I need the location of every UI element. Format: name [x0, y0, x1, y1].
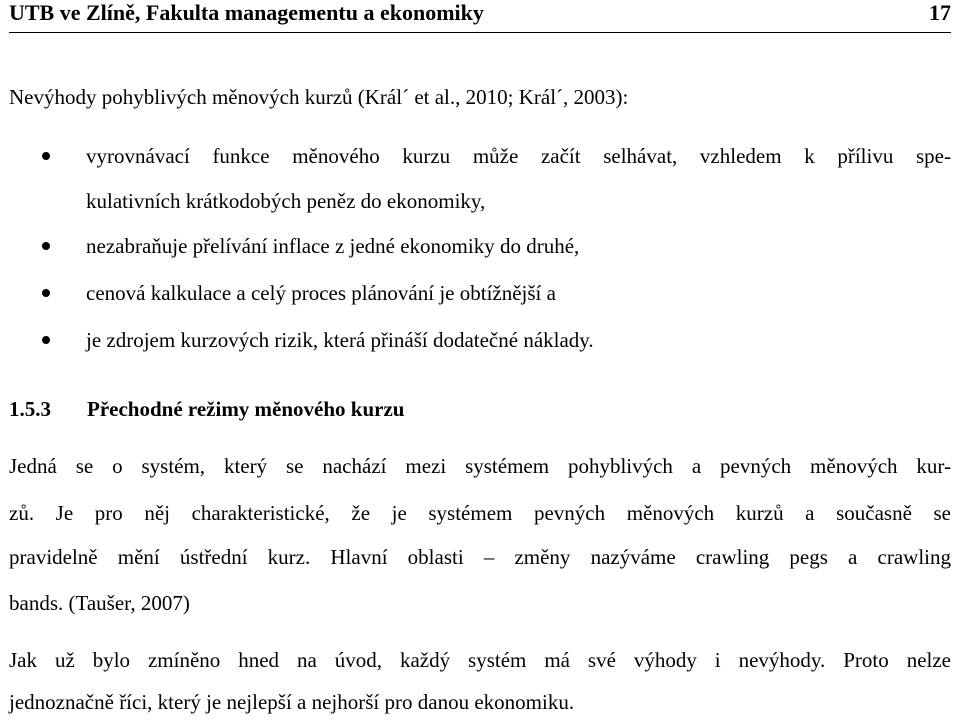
paragraph-line: pravidelně mění ústřední kurz. Hlavní oblasti – změny nazýváme crawling pegs a crawling	[9, 545, 951, 569]
bullet-dot-icon	[42, 289, 50, 297]
bullet-dot-icon	[42, 242, 50, 250]
paragraph-line: Jedná se o systém, který se nachází mezi systémem pohyblivých a pevných měnových kur-	[9, 454, 951, 478]
bullet-text-line: je zdrojem kurzových rizik, která přináší dodatečné náklady.	[86, 328, 594, 352]
list-item	[0, 327, 960, 353]
bullet-text-line: nezabraňuje přelívání inflace z jedné ekonomiky do druhé,	[86, 234, 580, 258]
bullet-text-line: kulativních krátkodobých peněz do ekonomiky,	[86, 189, 486, 213]
list-item	[0, 143, 960, 169]
paragraph-line: bands. (Taušer, 2007)	[9, 591, 190, 615]
bullet-text-line: cenová kalkulace a celý proces plánování je obtížnější a	[86, 281, 556, 305]
section-heading	[9, 396, 404, 422]
paragraph-line: jednoznačně říci, který je nejlepší a nejhorší pro danou ekonomiku.	[9, 690, 575, 714]
list-item	[0, 280, 960, 306]
list-item-continuation	[0, 188, 960, 214]
intro-line: Nevýhody pohyblivých měnových kurzů (Král´ et al., 2010; Král´, 2003):	[9, 85, 629, 109]
bullet-text-line: vyrovnávací funkce měnového kurzu může začít selhávat, vzhledem k přílivu spe-	[86, 144, 951, 168]
paragraph-line: Jak už bylo zmíněno hned na úvod, každý systém má své výhody i nevýhody. Proto nelze	[9, 648, 951, 672]
page-number: 17	[929, 0, 951, 25]
header-title: UTB ve Zlíně, Fakulta managementu a ekonomiky	[9, 0, 484, 25]
bullet-dot-icon	[42, 336, 50, 344]
bullet-dot-icon	[42, 152, 50, 160]
paragraph-line: zů. Je pro něj charakteristické, že je systémem pevných měnových kurzů a současně se	[9, 501, 951, 525]
page-header	[9, 0, 951, 33]
list-item	[0, 233, 960, 259]
section-number: 1.5.3	[9, 397, 51, 421]
section-title: Přechodné režimy měnového kurzu	[87, 397, 405, 421]
